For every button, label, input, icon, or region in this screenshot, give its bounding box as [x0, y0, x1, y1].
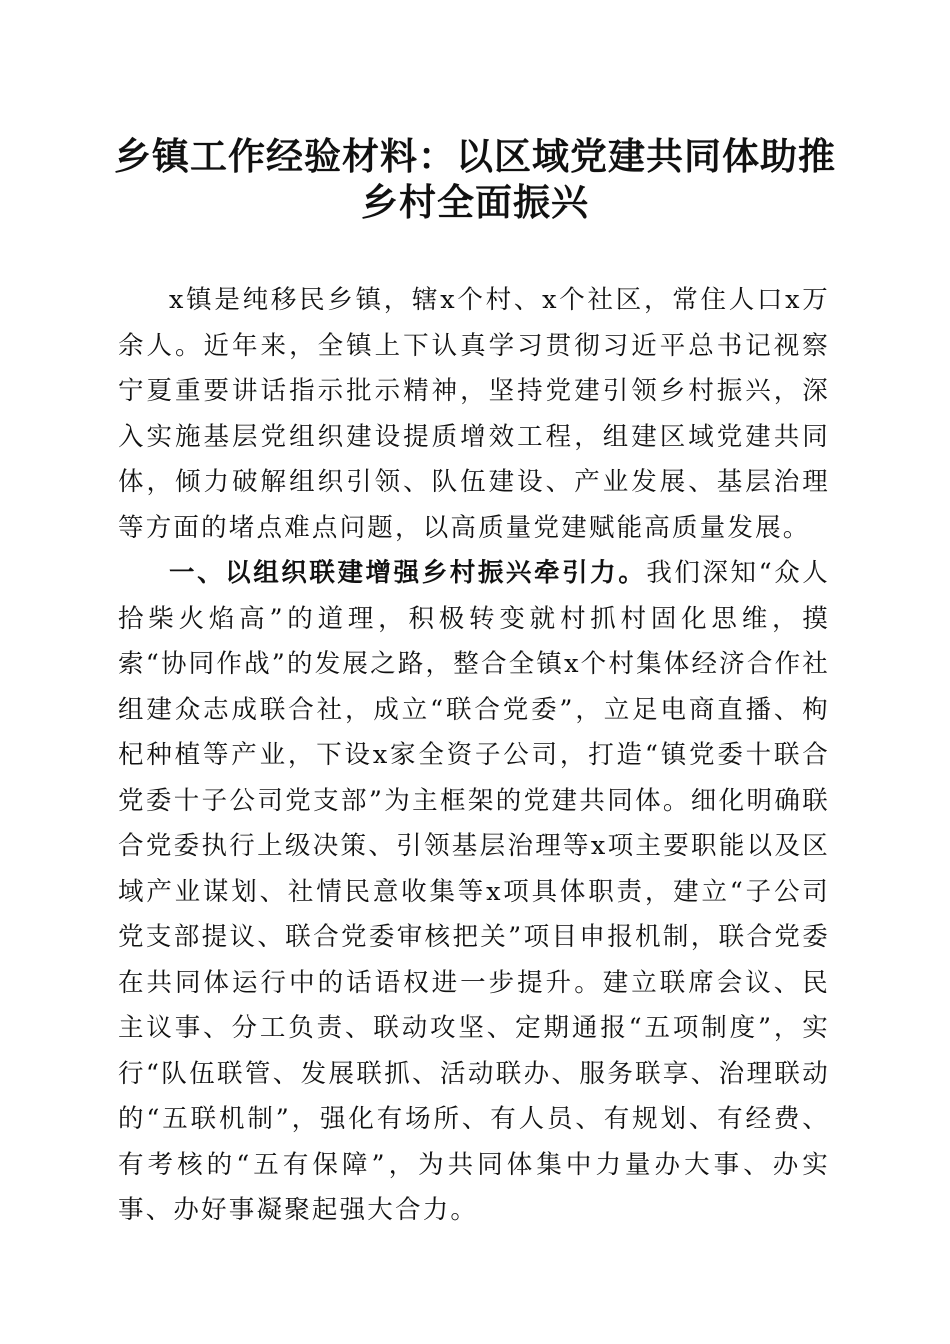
section-one-text: 我们深知“众人拾柴火焰高”的道理，积极转变就村抓村固化思维，摸索“协同作战”的发展之路，整合全镇x个村集体经济合作社组建众志成联合社，成立“联合党委”，立足电商直播、枸杞种植等产业，下设x家全资子公司，打造“镇党委十联合党委十子公司党支部”为主框架的党建共同体。细化明确联合党委执行上级决策、引领基层治理等x项主要职能以及区域产业谋划、社情民意收集等x项具体职责，建立“子公司党支部提议、联合党委审核把关”项目申报机制，联合党委在共同体运行中的话语权进一步提升。建立联席会议、民主议事、分工负责、联动攻坚、定期通报“五项制度”，实行“队伍联管、发展联抓、活动联办、服务联享、治理联动的“五联机制”，强化有场所、有人员、有规划、有经费、有考核的“五有保障”，为共同体集中力量办大事、办实事、办好事凝聚起强大合力。 [118, 558, 831, 1225]
document-title: 乡镇工作经验材料：以区域党建共同体助推乡村全面振兴 [114, 134, 836, 224]
intro-paragraph [118, 278, 830, 551]
document-body [118, 278, 830, 1234]
intro-paragraph-text: x镇是纯移民乡镇，辖x个村、x个社区，常住人口x万余人。近年来，全镇上下认真学习贯彻习近平总书记视察宁夏重要讲话指示批示精神，坚持党建引领乡村振兴，深入实施基层党组织建设提质增效工程，组建区域党建共同体，倾力破解组织引领、队伍建设、产业发展、基层治理等方面的堵点难点问题，以高质量党建赋能高质量发展。 [118, 285, 830, 543]
section-one-heading: 一、以组织联建增强乡村振兴牵引力。 [169, 558, 647, 588]
section-one-paragraph [118, 551, 830, 1234]
